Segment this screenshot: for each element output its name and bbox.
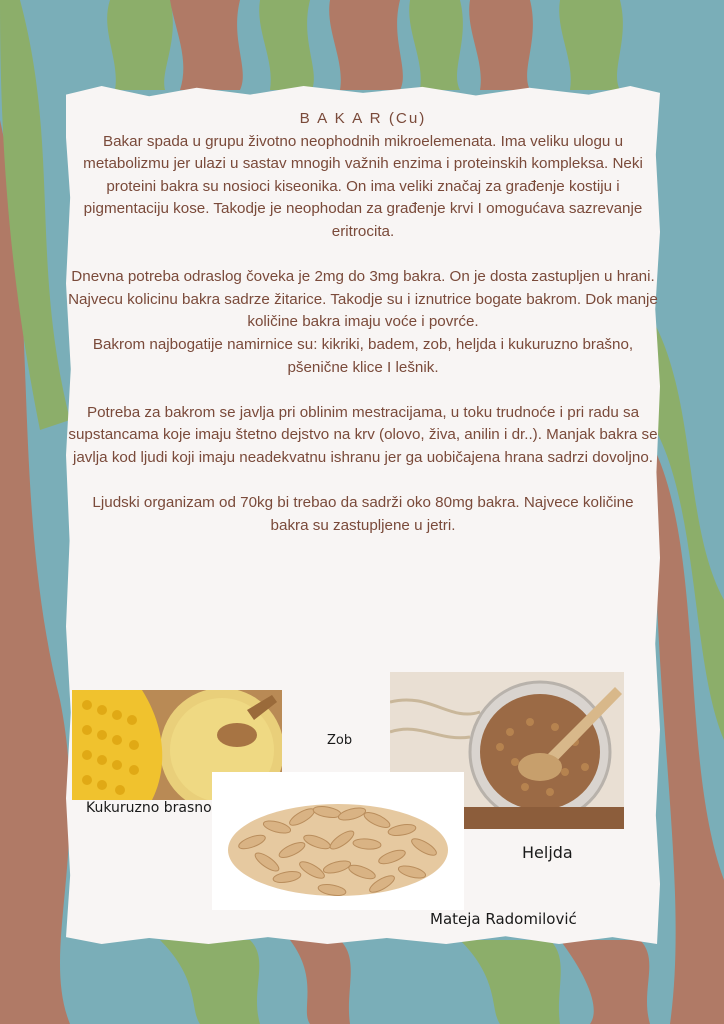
oat-grains-icon: [212, 772, 464, 910]
oats-photo: [212, 772, 464, 910]
paragraph-intro: Bakar spada u grupu životno neophodnih mikroelemenata. Ima veliku ulogu u metabolizmu jer ulazi u sastav mnogih važnih enzima i proteinskih kompleksa. Neki proteini bakra su nosioci kiseonika. On ima veliki značaj za građenje kostiju i pigmentaciju kose. Takodje je neophodan za građenje krvi I omogućava sazrevanje eritrocita.: [83, 132, 643, 240]
caption-corn: Kukuruzno brasno: [86, 800, 212, 816]
caption-oats: Zob: [327, 733, 353, 748]
paragraph-body-content: Ljudski organizam od 70kg bi trebao da sadrži oko 80mg bakra. Najvece količine bakra su zastupljene u jetri.: [92, 494, 634, 534]
paragraph-deficiency: Potreba za bakrom se javlja pri oblinim mestracijama, u toku trudnoće i pri radu sa supstancama koje imaju štetno dejstvo na krv (olovo, živa, anilin i dr..). Manjak bakra se javlja kod ljudi koji imaju neadekvatnu ishranu jer ga uobičajena hrana sadrzi dovoljno.: [68, 403, 658, 466]
author-name: Mateja Radomilović: [430, 910, 577, 928]
article-title: B A K A R (Cu): [299, 110, 427, 127]
paragraph-rich-foods: Bakrom najbogatije namirnice su: kikriki, badem, zob, heljda i kukuruzno brašno, pšenične klice I lešnik.: [92, 335, 634, 376]
caption-buckwheat: Heljda: [522, 843, 573, 862]
article-text: [66, 108, 660, 560]
paragraph-daily-need: Dnevna potreba odraslog čoveka je 2mg do 3mg bakra. On je dosta zastupljen u hrani. Najvecu kolicinu bakra sadrze žitarice. Takodje su i iznutrice bogate bakrom. Dok manje količine bakra imaju voće i povrće.: [68, 268, 658, 331]
